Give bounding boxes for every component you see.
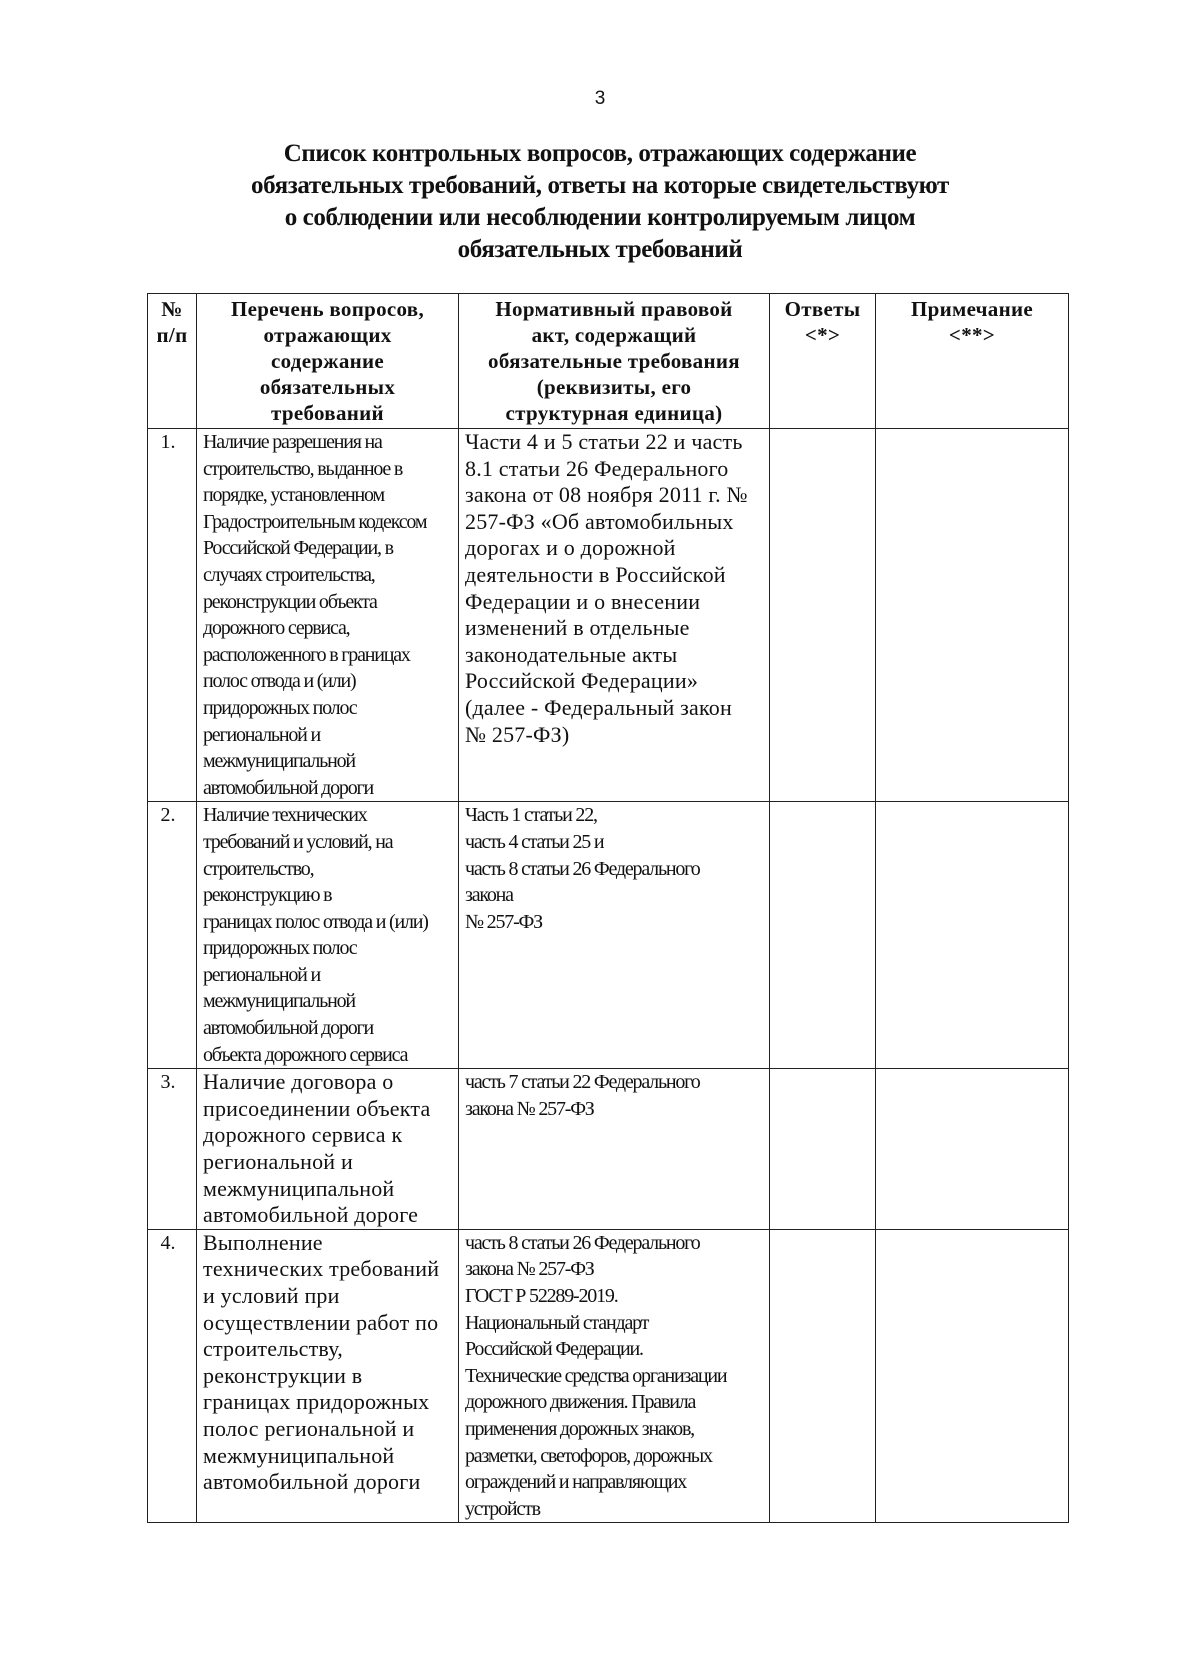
text-line: часть 8 статьи 26 Федерального xyxy=(465,857,700,880)
text-line: изменений в отдельные xyxy=(465,615,690,641)
header-line: Перечень вопросов, xyxy=(230,297,424,321)
text-line: и условий при xyxy=(203,1283,340,1308)
text-line: объекта дорожного сервиса xyxy=(203,1043,408,1066)
text-line: технических требований xyxy=(203,1256,440,1282)
text-line: Национальный стандарт xyxy=(465,1311,649,1334)
text-line: № 257-ФЗ) xyxy=(465,721,570,747)
text-line: строительство, выданное в xyxy=(203,457,403,480)
text-line: расположенного в границах xyxy=(203,643,410,666)
row-number: 1. xyxy=(148,429,197,802)
title-line: обязательных требований, ответы на которые свидетельствуют xyxy=(251,172,949,199)
header-line: отражающих xyxy=(263,323,392,347)
text-line: автомобильной дороги xyxy=(203,1469,421,1495)
text-line: порядке, установленном xyxy=(203,484,384,507)
text-line: Часть 1 статьи 22, xyxy=(465,804,597,827)
text-line: автомобильной дороги xyxy=(203,776,374,799)
note-cell[interactable] xyxy=(876,429,1069,802)
text-line: Наличие договора о xyxy=(203,1069,394,1095)
act-cell xyxy=(459,1229,770,1523)
header-line: № xyxy=(161,297,183,321)
text-line: реконструкции в xyxy=(203,1362,363,1388)
note-cell[interactable] xyxy=(876,802,1069,1069)
table-row xyxy=(148,802,1069,1069)
header-line: требований xyxy=(271,401,384,425)
text-line: полос региональной и xyxy=(203,1415,415,1441)
header-line: содержание xyxy=(270,349,385,373)
text-line: межмуниципальной xyxy=(203,750,355,773)
text-line: межмуниципальной xyxy=(203,1442,395,1468)
text-line: устройств xyxy=(465,1497,540,1520)
header-line: структурная единица) xyxy=(505,401,723,425)
title-line: обязательных требований xyxy=(457,236,743,263)
row-number: 2. xyxy=(148,802,197,1069)
text-line: полос отвода и (или) xyxy=(203,670,356,693)
row-number: 4. xyxy=(148,1229,197,1523)
note-cell[interactable] xyxy=(876,1069,1069,1230)
header-line: обязательные требования xyxy=(488,349,740,373)
text-line: применения дорожных знаков, xyxy=(465,1417,694,1440)
text-line: границах придорожных xyxy=(203,1389,430,1415)
text-line: реконструкции объекта xyxy=(203,590,377,613)
text-line: Наличие технических xyxy=(203,804,367,827)
row-number: 3. xyxy=(148,1069,197,1230)
document-title xyxy=(120,138,1080,266)
table-row xyxy=(148,1229,1069,1523)
text-line: ограждений и направляющих xyxy=(465,1471,687,1494)
text-line: дорожного сервиса к xyxy=(203,1122,403,1148)
question-cell xyxy=(197,429,459,802)
act-cell xyxy=(459,429,770,802)
act-cell xyxy=(459,802,770,1069)
text-line: законодательные акты xyxy=(465,641,678,667)
text-line: Части 4 и 5 статьи 22 и часть xyxy=(465,429,743,454)
header-line: <*> xyxy=(804,323,841,347)
text-line: границах полос отвода и (или) xyxy=(203,910,428,933)
text-line: закона xyxy=(465,884,513,907)
text-line: ГОСТ Р 52289-2019. xyxy=(465,1285,618,1307)
text-line: Российской Федерации. xyxy=(465,1338,643,1361)
header-line: акт, содержащий xyxy=(531,323,697,347)
question-cell xyxy=(197,1229,459,1523)
text-line: дорожного движения. Правила xyxy=(465,1391,696,1414)
text-line: Российской Федерации» xyxy=(465,668,699,694)
text-line: случаях строительства, xyxy=(203,563,375,586)
text-line: закона № 257-ФЗ xyxy=(465,1097,594,1120)
text-line: автомобильной дороге xyxy=(203,1202,419,1228)
question-cell xyxy=(197,802,459,1069)
header-line: (реквизиты, его xyxy=(536,375,692,399)
text-line: придорожных полос xyxy=(203,937,357,960)
text-line: дорожного сервиса, xyxy=(203,617,350,640)
text-line: закона № 257-ФЗ xyxy=(465,1258,594,1281)
table-header-row xyxy=(148,294,1069,429)
header-act xyxy=(459,294,770,429)
answer-cell[interactable] xyxy=(770,1069,876,1230)
text-line: межмуниципальной xyxy=(203,990,355,1013)
page-number: 3 xyxy=(594,88,606,109)
title-line: Список контрольных вопросов, отражающих содержание xyxy=(283,140,917,167)
text-line: Российской Федерации, в xyxy=(203,537,393,560)
table-row xyxy=(148,429,1069,802)
text-line: автомобильной дороги xyxy=(203,1017,374,1040)
text-line: реконструкцию в xyxy=(203,884,332,907)
header-num xyxy=(148,294,197,429)
answer-cell[interactable] xyxy=(770,429,876,802)
title-line: о соблюдении или несоблюдении контролируемым лицом xyxy=(284,204,916,231)
text-line: строительство, xyxy=(203,857,314,880)
act-cell xyxy=(459,1069,770,1230)
text-line: присоединении объекта xyxy=(203,1095,431,1121)
text-line: Градостроительным кодексом xyxy=(203,510,427,533)
note-cell[interactable] xyxy=(876,1229,1069,1523)
text-line: Федерации и о внесении xyxy=(465,588,701,614)
answer-cell[interactable] xyxy=(770,1229,876,1523)
header-line: Нормативный правовой xyxy=(495,297,733,321)
text-line: закона от 08 ноября 2011 г. № xyxy=(465,482,748,508)
text-line: 257-ФЗ «Об автомобильных xyxy=(465,508,734,534)
text-line: Выполнение xyxy=(203,1229,323,1255)
text-line: часть 7 статьи 22 Федерального xyxy=(465,1071,700,1094)
text-line: придорожных полос xyxy=(203,696,357,719)
text-line: разметки, светофоров, дорожных xyxy=(465,1444,712,1467)
text-line: Наличие разрешения на xyxy=(203,431,382,453)
header-note xyxy=(876,294,1069,429)
header-line: обязательных xyxy=(259,375,396,399)
text-line: дорогах и о дорожной xyxy=(465,535,676,561)
header-questions xyxy=(197,294,459,429)
table-row xyxy=(148,1069,1069,1230)
header-line: Ответы xyxy=(784,297,861,321)
header-line: Примечание xyxy=(910,297,1034,321)
text-line: Технические средства организации xyxy=(465,1364,727,1387)
header-answers xyxy=(770,294,876,429)
header-line: <**> xyxy=(948,323,996,347)
text-line: часть 8 статьи 26 Федерального xyxy=(465,1231,700,1254)
text-line: (далее - Федеральный закон xyxy=(465,694,732,720)
text-line: требований и условий, на xyxy=(203,830,393,853)
text-line: деятельности в Российской xyxy=(465,561,726,587)
text-line: часть 4 статьи 25 и xyxy=(465,830,604,853)
text-line: осуществлении работ по xyxy=(203,1309,439,1335)
text-line: региональной и xyxy=(203,723,320,746)
checklist-table xyxy=(147,293,1069,1523)
text-line: 8.1 статьи 26 Федерального xyxy=(465,455,729,481)
answer-cell[interactable] xyxy=(770,802,876,1069)
text-line: региональной и xyxy=(203,963,320,986)
text-line: № 257-ФЗ xyxy=(465,910,542,933)
header-line: п/п xyxy=(156,323,188,347)
question-cell xyxy=(197,1069,459,1230)
text-line: строительству, xyxy=(203,1336,343,1362)
text-line: межмуниципальной xyxy=(203,1175,395,1201)
text-line: региональной и xyxy=(203,1149,353,1175)
